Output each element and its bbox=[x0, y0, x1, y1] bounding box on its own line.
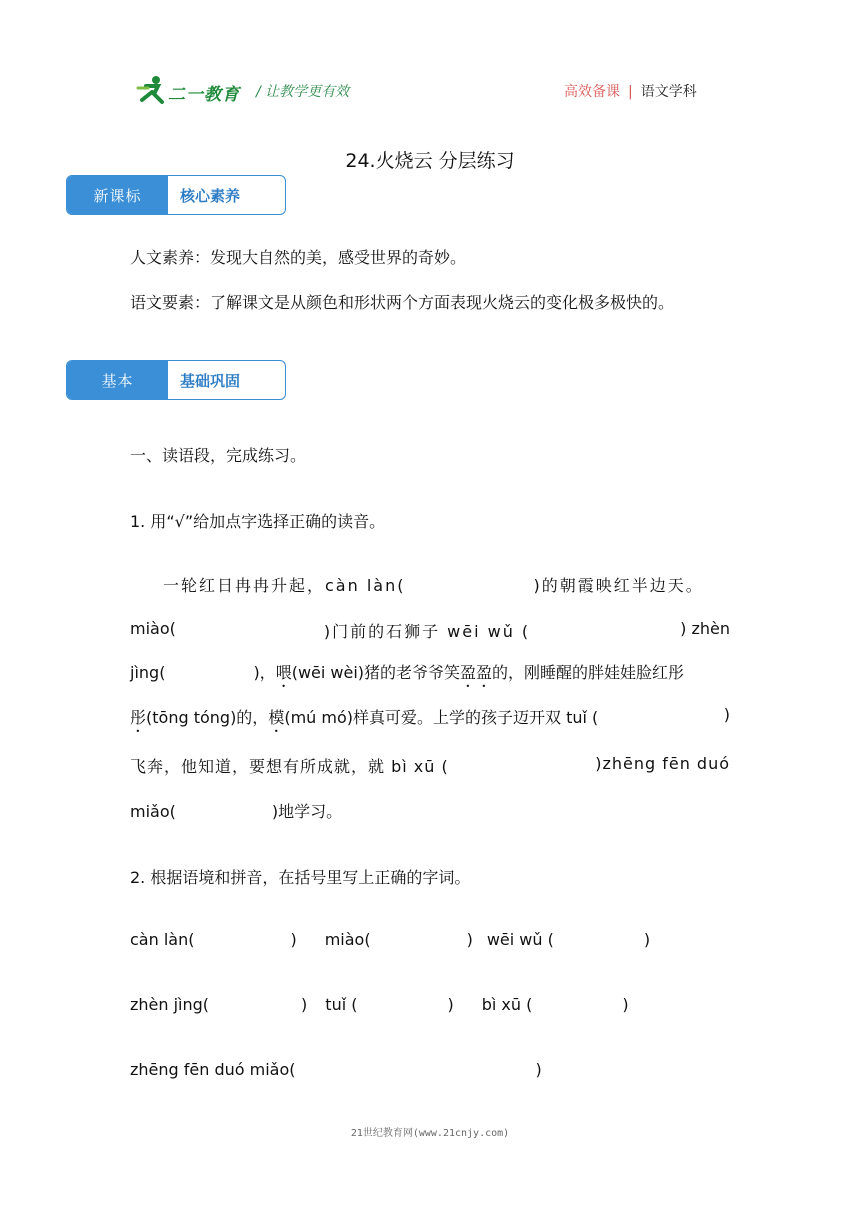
q2-row-2 bbox=[130, 995, 629, 1014]
goal-humanity: 人文素养：发现大自然的美，感受世界的奇妙。 bbox=[130, 248, 467, 267]
bracket-close: ) bbox=[290, 930, 297, 949]
logo-runner-icon bbox=[136, 74, 172, 106]
header-red-label: 高效备课 bbox=[564, 84, 620, 100]
passage-line-2 bbox=[130, 619, 730, 642]
goal-language: 语文要素：了解课文是从颜色和形状两个方面表现火烧云的变化极多极快的。 bbox=[130, 293, 675, 312]
passage-line-5 bbox=[130, 754, 730, 777]
passage-text: 飞奔，他知道，要想有所成就，就 bì xū ( bbox=[130, 757, 449, 776]
logo-text: 二一教育 bbox=[168, 85, 240, 105]
passage-text: )的朝霞映红半边天。 bbox=[533, 576, 704, 595]
passage-text: 一轮红日冉冉升起，càn làn( bbox=[163, 576, 406, 595]
passage-text: )地学习。 bbox=[271, 802, 343, 821]
slogan: / 让教学更有效 bbox=[256, 84, 350, 100]
section1-title: 一、读语段，完成练习。 bbox=[130, 446, 307, 465]
pinyin-prompt: zhēng fēn duó miǎo( bbox=[130, 1060, 296, 1079]
passage-text: miào( bbox=[130, 619, 176, 638]
tag-left-label: 基本 bbox=[67, 361, 168, 399]
passage-text: ) bbox=[723, 705, 730, 724]
header-separator: | bbox=[628, 84, 633, 100]
dotted-char: 彤 bbox=[130, 708, 147, 727]
page-footer: 21世纪教育网(www.21cnjy.com) bbox=[350, 1128, 510, 1139]
bracket-close: ) bbox=[643, 930, 651, 949]
tag-left-label: 新课标 bbox=[67, 176, 168, 214]
passage-line-3 bbox=[130, 660, 730, 691]
bracket-close: ) bbox=[622, 995, 629, 1014]
tag-right-label: 核心素养 bbox=[180, 186, 241, 205]
pinyin-prompt: wēi wǔ ( bbox=[486, 930, 554, 949]
bracket-close: ) bbox=[535, 1060, 542, 1079]
passage-text: 的，刚睡醒的胖娃娃脸红彤 bbox=[492, 663, 685, 682]
q2-row-3 bbox=[130, 1060, 542, 1079]
passage-text: ) zhèn bbox=[680, 619, 730, 638]
passage-text: )zhēng fēn duó bbox=[595, 754, 730, 773]
pinyin-prompt: càn làn( bbox=[130, 930, 195, 949]
pinyin-prompt: tuǐ ( bbox=[325, 995, 358, 1014]
passage-text: )门前的石狮子 wēi wǔ ( bbox=[323, 622, 531, 641]
bracket-close: ) bbox=[447, 995, 454, 1014]
bracket-close: ) bbox=[466, 930, 473, 949]
passage-text: jìng( bbox=[130, 663, 166, 682]
header-right bbox=[564, 81, 697, 101]
tag-right-label: 基础巩固 bbox=[180, 371, 241, 390]
q2-row-1 bbox=[130, 930, 650, 949]
passage-text: (mú mó)样真可爱。上学的孩子迈开双 tuǐ ( bbox=[284, 708, 599, 727]
dotted-char: 盈盈 bbox=[460, 663, 493, 682]
passage-text: )， bbox=[253, 663, 276, 682]
passage-text: (tōng tóng)的， bbox=[146, 708, 269, 727]
dotted-char: 模 bbox=[268, 708, 285, 727]
section-tag-basic bbox=[66, 360, 286, 400]
passage-text: miǎo( bbox=[130, 802, 176, 821]
section-tag-core bbox=[66, 175, 286, 215]
dotted-char: 喂 bbox=[275, 663, 292, 682]
q2-title: 2. 根据语境和拼音，在括号里写上正确的字词。 bbox=[130, 868, 471, 887]
passage-line-1 bbox=[163, 573, 730, 596]
passage-text: (wēi wèi)猪的老爷爷笑 bbox=[291, 663, 461, 682]
page-title: 24.火烧云 分层练习 bbox=[345, 150, 515, 172]
pinyin-prompt: miào( bbox=[324, 930, 371, 949]
pinyin-prompt: zhèn jìng( bbox=[130, 995, 210, 1014]
header-subject: 语文学科 bbox=[640, 84, 697, 100]
passage-line-6 bbox=[130, 799, 730, 822]
bracket-close: ) bbox=[301, 995, 308, 1014]
passage-line-4 bbox=[130, 705, 730, 736]
q1-title: 1. 用“√”给加点字选择正确的读音。 bbox=[130, 512, 386, 531]
pinyin-prompt: bì xū ( bbox=[481, 995, 533, 1014]
